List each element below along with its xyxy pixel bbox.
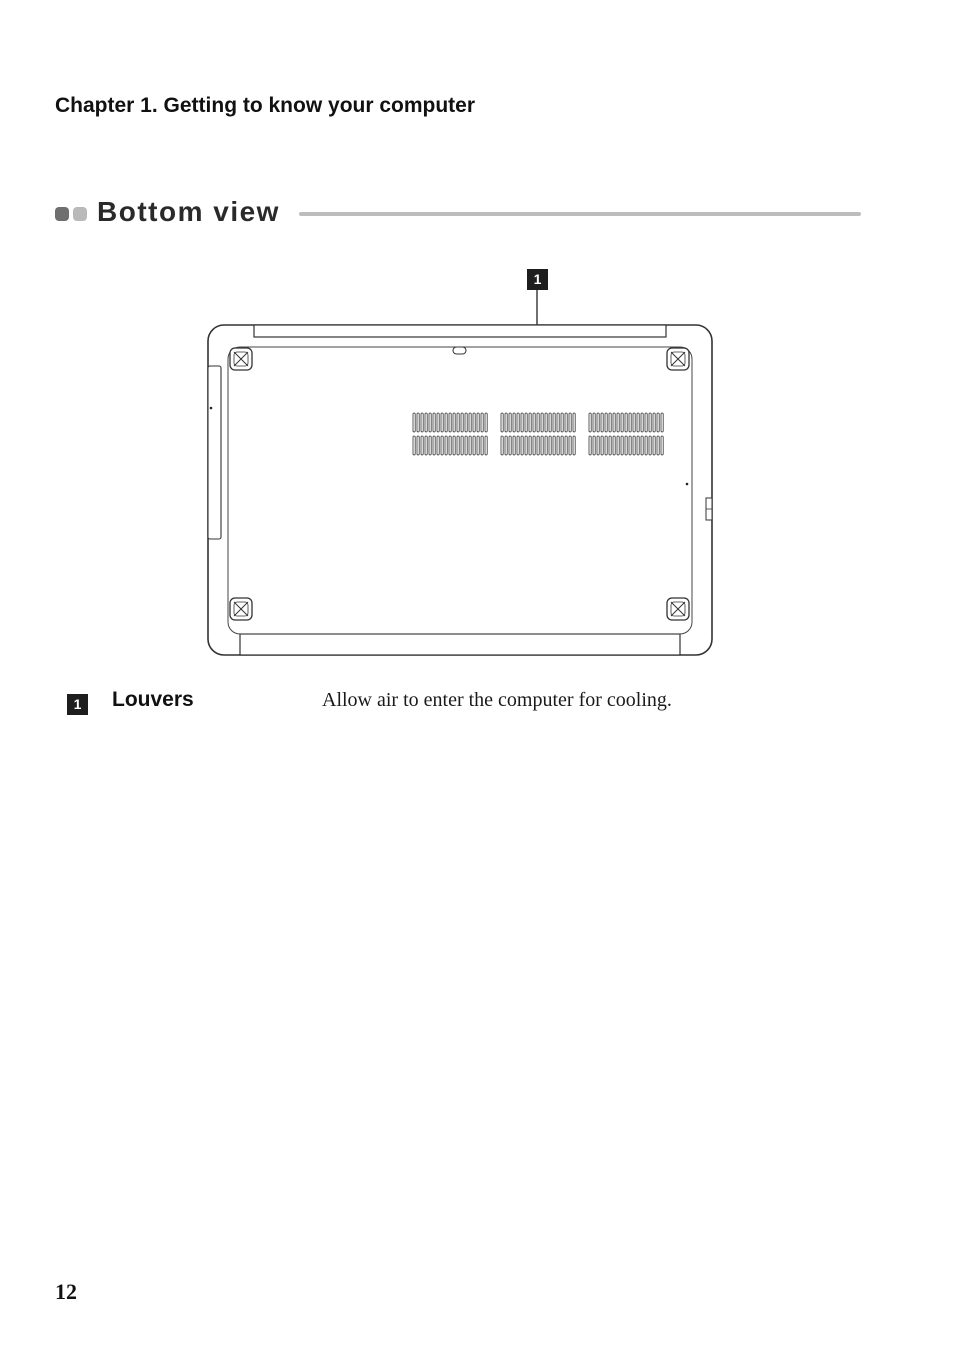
hinge-strip [254, 325, 666, 337]
louver-slot [645, 436, 647, 455]
louver-slot [505, 413, 507, 432]
louver-slot [453, 413, 455, 432]
louver-slot [477, 436, 479, 455]
louver-slot [653, 436, 655, 455]
louver-slot [453, 436, 455, 455]
louver-slot [517, 413, 519, 432]
louver-slot [433, 413, 435, 432]
louver-slot [545, 413, 547, 432]
louver-slot [445, 413, 447, 432]
louver-slot [629, 413, 631, 432]
louver-slot [533, 413, 535, 432]
louver-slot [457, 413, 459, 432]
louver-slot [621, 413, 623, 432]
louver-slot [569, 436, 571, 455]
louver-slot [597, 413, 599, 432]
louver-slot [617, 436, 619, 455]
louver-slot [621, 436, 623, 455]
louver-slot [637, 413, 639, 432]
louver-slot [433, 436, 435, 455]
louver-slot [617, 413, 619, 432]
section-bullet-dark [55, 207, 69, 221]
louver-slot [421, 413, 423, 432]
louver-slot [649, 413, 651, 432]
louver-slot [549, 413, 551, 432]
louver-slot [517, 436, 519, 455]
louver-slot [525, 413, 527, 432]
louver-slot [429, 413, 431, 432]
louver-slot [645, 413, 647, 432]
louver-slot [625, 413, 627, 432]
louver-slot [625, 436, 627, 455]
chapter-heading: Chapter 1. Getting to know your computer [55, 94, 476, 117]
louver-slot [609, 413, 611, 432]
louver-slot [449, 436, 451, 455]
louver-slot [481, 436, 483, 455]
section-header [55, 196, 861, 232]
right-indicator-dot [686, 483, 689, 486]
louver-slot [505, 436, 507, 455]
louver-slot [461, 413, 463, 432]
louver-slot [417, 413, 419, 432]
louver-slot [481, 413, 483, 432]
louver-slot [641, 436, 643, 455]
louver-slot [593, 436, 595, 455]
louver-slot [469, 436, 471, 455]
rubber-foot-bottom-left [230, 598, 252, 620]
louver-slot [449, 413, 451, 432]
louver-slot [469, 413, 471, 432]
louver-slot [553, 436, 555, 455]
left-side-slot [208, 366, 221, 539]
louver-slot [637, 436, 639, 455]
louver-slot [533, 436, 535, 455]
louver-slot [589, 413, 591, 432]
louver-slot [661, 413, 663, 432]
louver-slot [529, 436, 531, 455]
louver-slot [553, 413, 555, 432]
louver-slot [529, 413, 531, 432]
page-number: 12 [55, 1279, 77, 1304]
louver-slot [629, 436, 631, 455]
louver-slot [521, 413, 523, 432]
louver-slot [657, 413, 659, 432]
legend-term: Louvers [112, 688, 194, 711]
louver-slot [641, 413, 643, 432]
section-bullet-light [73, 207, 87, 221]
louver-slot [601, 413, 603, 432]
legend-number-badge: 1 [67, 694, 88, 715]
louver-slot [609, 436, 611, 455]
louver-slot [525, 436, 527, 455]
louver-slot [509, 436, 511, 455]
louver-slot [417, 436, 419, 455]
louver-slot [521, 436, 523, 455]
laptop-outer-body [208, 325, 712, 655]
legend-description: Allow air to enter the computer for cooling. [322, 689, 672, 711]
louver-slot [565, 436, 567, 455]
louver-slot [657, 436, 659, 455]
louver-slot [549, 436, 551, 455]
louver-slot [429, 436, 431, 455]
louver-slot [461, 436, 463, 455]
louver-slot [441, 413, 443, 432]
louver-slot [633, 413, 635, 432]
louver-slot [653, 413, 655, 432]
louver-slot [589, 436, 591, 455]
louver-slot [501, 436, 503, 455]
louver-slot [649, 436, 651, 455]
front-strip [240, 634, 680, 655]
louver-slot [597, 436, 599, 455]
louver-slot [537, 413, 539, 432]
louver-slot [425, 413, 427, 432]
top-oval [453, 347, 466, 354]
louver-slot [573, 413, 575, 432]
louver-slot [457, 436, 459, 455]
louver-slot [437, 413, 439, 432]
section-title: Bottom view [97, 196, 280, 227]
louver-slot [501, 413, 503, 432]
louver-slot [473, 436, 475, 455]
left-indicator-dot [210, 407, 213, 410]
louver-slot [569, 413, 571, 432]
louver-slot [613, 413, 615, 432]
louver-slot [633, 436, 635, 455]
louver-slot [465, 436, 467, 455]
louver-slot [477, 413, 479, 432]
louver-slot [573, 436, 575, 455]
louver-slot [513, 413, 515, 432]
louver-slot [437, 436, 439, 455]
louver-slot [513, 436, 515, 455]
louver-slot [565, 413, 567, 432]
louver-slot [421, 436, 423, 455]
louver-slot [601, 436, 603, 455]
louver-slot [593, 413, 595, 432]
louver-slot [445, 436, 447, 455]
rubber-foot-top-left [230, 348, 252, 370]
louver-slot [605, 413, 607, 432]
louver-slot [541, 436, 543, 455]
louver-slot [485, 436, 487, 455]
louver-slot [485, 413, 487, 432]
louver-slot [605, 436, 607, 455]
rubber-foot-top-right [667, 348, 689, 370]
louver-slot [557, 413, 559, 432]
section-rule [299, 212, 861, 216]
louver-slot [661, 436, 663, 455]
louver-slot [473, 413, 475, 432]
callout-badge: 1 [527, 269, 548, 290]
louver-slot [613, 436, 615, 455]
louver-slot [413, 413, 415, 432]
louver-slot [465, 413, 467, 432]
louver-slot [537, 436, 539, 455]
rubber-foot-bottom-right [667, 598, 689, 620]
louver-slot [509, 413, 511, 432]
louver-slot [425, 436, 427, 455]
louver-slot [557, 436, 559, 455]
louver-slot [441, 436, 443, 455]
louver-slot [545, 436, 547, 455]
louver-slot [541, 413, 543, 432]
louver-slot [561, 436, 563, 455]
laptop-bottom-diagram [200, 262, 720, 662]
louver-slot [413, 436, 415, 455]
louver-slot [561, 413, 563, 432]
